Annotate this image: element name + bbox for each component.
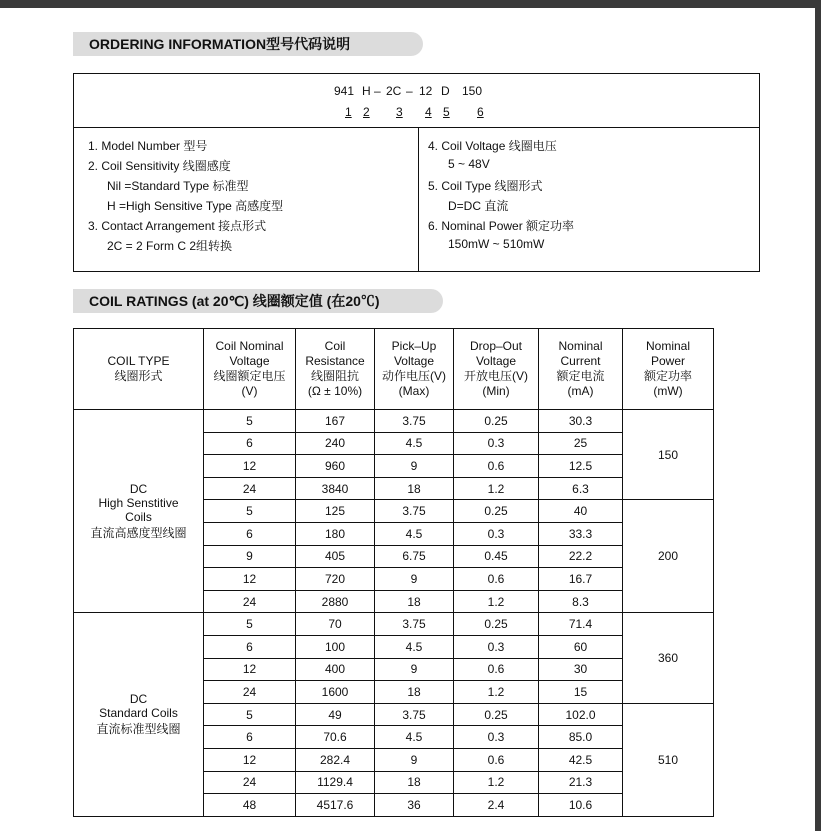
column-header <box>74 329 204 410</box>
header-line: (mA) <box>567 384 594 398</box>
table-cell: 0.3 <box>454 726 539 749</box>
table-cell: 0.45 <box>454 545 539 568</box>
header-line: 额定电流 <box>556 369 605 383</box>
table-cell: 1.2 <box>454 477 539 500</box>
table-cell: 0.25 <box>454 613 539 636</box>
column-header <box>623 329 714 410</box>
header-line: Pick–Up <box>391 339 437 353</box>
table-cell: 5 <box>204 500 296 523</box>
table-cell: 6 <box>204 726 296 749</box>
header-line: Drop–Out <box>469 339 523 353</box>
header-line: COIL TYPE <box>107 354 170 368</box>
table-cell: 71.4 <box>539 613 623 636</box>
coil-type-cell <box>74 613 204 816</box>
table-cell: 18 <box>375 590 454 613</box>
ordering-item: 2. Coil Sensitivity 线圈感度 <box>88 159 231 173</box>
code-type: D <box>441 84 450 98</box>
nominal-power-cell: 360 <box>623 613 714 703</box>
ordering-item: 5. Coil Type 线圈形式 <box>428 179 543 193</box>
nominal-power-cell: 510 <box>623 703 714 816</box>
table-cell: 6.3 <box>539 477 623 500</box>
table-cell: 24 <box>204 590 296 613</box>
table-cell: 2880 <box>296 590 375 613</box>
table-cell: 16.7 <box>539 568 623 591</box>
ordering-info-box <box>73 73 760 272</box>
ordering-section-title: ORDERING INFORMATION型号代码说明 <box>73 32 423 56</box>
ordering-detail: 2C = 2 Form C 2组转换 <box>107 239 233 253</box>
position-number: 3 <box>396 105 403 119</box>
nominal-power-cell: 150 <box>623 410 714 500</box>
coil-type-line: DC <box>129 692 148 707</box>
coil-type-line: Coils <box>125 509 152 524</box>
table-cell: 6 <box>204 522 296 545</box>
table-cell: 0.6 <box>454 658 539 681</box>
table-cell: 9 <box>375 658 454 681</box>
table-cell: 6 <box>204 432 296 455</box>
table-cell: 49 <box>296 703 375 726</box>
header-line: Voltage <box>475 354 517 368</box>
table-cell: 33.3 <box>539 522 623 545</box>
table-cell: 4.5 <box>375 432 454 455</box>
nominal-power-cell: 200 <box>623 500 714 613</box>
table-cell: 6.75 <box>375 545 454 568</box>
ordering-detail: 150mW ~ 510mW <box>448 237 545 251</box>
table-cell: 3.75 <box>375 410 454 433</box>
table-cell: 0.3 <box>454 635 539 658</box>
column-header <box>296 329 375 410</box>
table-cell: 1129.4 <box>296 771 375 794</box>
table-cell: 3.75 <box>375 500 454 523</box>
coil-type-cell <box>74 410 204 613</box>
header-line: 线圈形式 <box>114 369 163 383</box>
table-cell: 12 <box>204 455 296 478</box>
ordering-item: 3. Contact Arrangement 接点形式 <box>88 219 267 233</box>
table-cell: 405 <box>296 545 375 568</box>
ordering-left-column <box>74 127 419 271</box>
table-cell: 1.2 <box>454 590 539 613</box>
part-code <box>74 74 759 128</box>
table-cell: 0.3 <box>454 432 539 455</box>
position-number: 1 <box>345 105 352 119</box>
table-cell: 0.25 <box>454 500 539 523</box>
table-cell: 42.5 <box>539 748 623 771</box>
coil-ratings-table <box>73 328 714 817</box>
header-line: (mW) <box>653 384 683 398</box>
header-line: (Min) <box>482 384 510 398</box>
code-voltage: 12 <box>419 84 433 98</box>
datasheet-page <box>0 8 815 831</box>
position-number: 6 <box>477 105 484 119</box>
header-line: 线圈阻抗 <box>310 369 359 383</box>
table-cell: 282.4 <box>296 748 375 771</box>
table-cell: 1.2 <box>454 681 539 704</box>
table-cell: 9 <box>375 455 454 478</box>
table-cell: 24 <box>204 771 296 794</box>
table-cell: 12 <box>204 568 296 591</box>
table-cell: 9 <box>375 748 454 771</box>
table-cell: 1600 <box>296 681 375 704</box>
table-cell: 5 <box>204 613 296 636</box>
header-line: (Ω ± 10%) <box>307 384 363 398</box>
table-cell: 2.4 <box>454 794 539 817</box>
table-cell: 240 <box>296 432 375 455</box>
header-line: Nominal <box>558 339 603 353</box>
table-cell: 8.3 <box>539 590 623 613</box>
ordering-detail: D=DC 直流 <box>448 199 509 213</box>
header-line: Voltage <box>393 354 435 368</box>
table-cell: 960 <box>296 455 375 478</box>
table-cell: 720 <box>296 568 375 591</box>
position-number: 2 <box>363 105 370 119</box>
column-header <box>375 329 454 410</box>
table-cell: 18 <box>375 771 454 794</box>
header-line: 额定功率 <box>643 369 692 383</box>
table-cell: 36 <box>375 794 454 817</box>
table-cell: 180 <box>296 522 375 545</box>
table-cell: 3840 <box>296 477 375 500</box>
table-cell: 30.3 <box>539 410 623 433</box>
table-cell: 0.6 <box>454 568 539 591</box>
table-cell: 4.5 <box>375 726 454 749</box>
table-cell: 60 <box>539 635 623 658</box>
coil-type-line: DC <box>129 481 148 496</box>
table-row <box>74 613 714 636</box>
code-power: 150 <box>462 84 483 98</box>
table-cell: 5 <box>204 410 296 433</box>
table-cell: 24 <box>204 681 296 704</box>
table-cell: 30 <box>539 658 623 681</box>
table-cell: 0.3 <box>454 522 539 545</box>
table-cell: 167 <box>296 410 375 433</box>
ordering-item: 1. Model Number 型号 <box>88 139 208 153</box>
header-line: 开放电压(V) <box>464 369 528 383</box>
header-line: 动作电压(V) <box>382 369 446 383</box>
table-cell: 0.6 <box>454 455 539 478</box>
code-contact: 2C <box>386 84 402 98</box>
table-cell: 18 <box>375 681 454 704</box>
table-cell: 9 <box>204 545 296 568</box>
table-cell: 21.3 <box>539 771 623 794</box>
ordering-item: 4. Coil Voltage 线圈电压 <box>428 139 557 153</box>
header-line: Nominal <box>645 339 690 353</box>
table-cell: 3.75 <box>375 703 454 726</box>
table-cell: 4.5 <box>375 635 454 658</box>
position-number: 4 <box>425 105 432 119</box>
table-cell: 3.75 <box>375 613 454 636</box>
table-cell: 400 <box>296 658 375 681</box>
table-cell: 0.6 <box>454 748 539 771</box>
header-line: Power <box>650 354 685 368</box>
table-cell: 40 <box>539 500 623 523</box>
header-line: Current <box>560 354 601 368</box>
table-cell: 6 <box>204 635 296 658</box>
column-header <box>204 329 296 410</box>
position-number: 5 <box>443 105 450 119</box>
header-line: Voltage <box>229 354 270 368</box>
table-cell: 70.6 <box>296 726 375 749</box>
column-header <box>539 329 623 410</box>
table-cell: 4.5 <box>375 522 454 545</box>
header-line: 线圈额定电压 <box>213 369 286 383</box>
column-header <box>454 329 539 410</box>
table-cell: 102.0 <box>539 703 623 726</box>
coil-type-line: 直流标准型线圈 <box>96 722 181 737</box>
code-model: 941 <box>334 84 355 98</box>
header-line: Resistance <box>305 354 365 368</box>
header-line: Coil Nominal <box>215 339 284 353</box>
header-line: (V) <box>241 384 258 398</box>
ordering-right-column <box>418 127 759 271</box>
table-cell: 22.2 <box>539 545 623 568</box>
table-row <box>74 410 714 433</box>
table-cell: 12 <box>204 748 296 771</box>
ratings-section-title: COIL RATINGS (at 20℃) 线圈额定值 (在20℃) <box>73 289 443 313</box>
table-cell: 9 <box>375 568 454 591</box>
table-cell: 1.2 <box>454 771 539 794</box>
coil-type-line: High Senstitive <box>98 495 179 510</box>
table-cell: 100 <box>296 635 375 658</box>
table-cell: 12.5 <box>539 455 623 478</box>
table-header-row <box>74 329 714 410</box>
table-cell: 125 <box>296 500 375 523</box>
table-cell: 0.25 <box>454 410 539 433</box>
table-cell: 24 <box>204 477 296 500</box>
code-sensitivity: H <box>362 84 371 98</box>
header-line: Coil <box>324 339 346 353</box>
code-dash: – <box>374 84 381 98</box>
table-cell: 5 <box>204 703 296 726</box>
table-cell: 12 <box>204 658 296 681</box>
table-cell: 18 <box>375 477 454 500</box>
table-cell: 25 <box>539 432 623 455</box>
code-dash: – <box>406 84 413 98</box>
table-cell: 0.25 <box>454 703 539 726</box>
table-cell: 10.6 <box>539 794 623 817</box>
coil-type-line: 直流高感度型线圈 <box>90 525 187 540</box>
table-cell: 15 <box>539 681 623 704</box>
table-cell: 85.0 <box>539 726 623 749</box>
ordering-item: 6. Nominal Power 额定功率 <box>428 219 575 233</box>
header-line: (Max) <box>398 384 430 398</box>
table-cell: 70 <box>296 613 375 636</box>
ordering-detail: Nil =Standard Type 标准型 <box>107 179 249 193</box>
coil-type-line: Standard Coils <box>99 706 178 721</box>
table-cell: 4517.6 <box>296 794 375 817</box>
ordering-detail: 5 ~ 48V <box>448 157 490 171</box>
ordering-detail: H =High Sensitive Type 高感度型 <box>107 199 284 213</box>
table-cell: 48 <box>204 794 296 817</box>
